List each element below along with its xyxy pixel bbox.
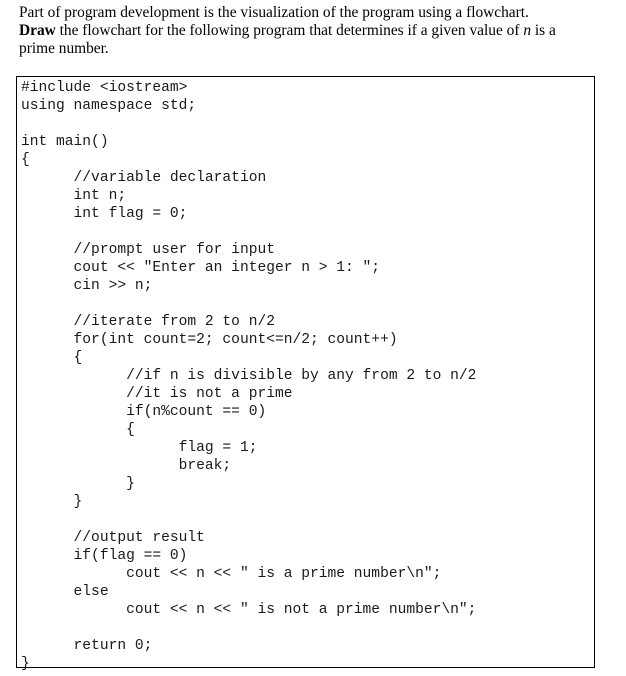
code-line: int main() bbox=[21, 134, 109, 150]
code-line bbox=[21, 223, 476, 241]
code-line bbox=[21, 115, 476, 133]
code-line: } bbox=[21, 656, 30, 672]
code-line: { bbox=[21, 350, 83, 366]
draw-keyword: Draw bbox=[19, 22, 56, 39]
code-line: cout << "Enter an integer n > 1: "; bbox=[21, 260, 381, 276]
question-prompt bbox=[19, 4, 609, 58]
code-line: } bbox=[21, 494, 83, 510]
code-line: using namespace std; bbox=[21, 98, 197, 114]
code-line: #include <iostream> bbox=[21, 80, 188, 96]
code-line: return 0; bbox=[21, 638, 153, 654]
code-line: break; bbox=[21, 458, 232, 474]
code-line: flag = 1; bbox=[21, 440, 258, 456]
code-line: //if n is divisible by any from 2 to n/2 bbox=[21, 368, 477, 384]
code-line: //prompt user for input bbox=[21, 242, 275, 258]
prompt-line-2 bbox=[19, 22, 609, 40]
code-line: else bbox=[21, 584, 109, 600]
code-line bbox=[21, 619, 476, 637]
code-line: { bbox=[21, 422, 135, 438]
code-line: cin >> n; bbox=[21, 278, 153, 294]
code-line: { bbox=[21, 152, 30, 168]
code-line: //output result bbox=[21, 530, 205, 546]
code-line bbox=[21, 295, 476, 313]
prompt-line-1: Part of program development is the visualization of the program using a flowchart. bbox=[19, 4, 529, 21]
prompt-line-2-text: the flowchart for the following program that determines if a given value of bbox=[55, 22, 524, 39]
variable-n: n bbox=[523, 22, 532, 39]
prompt-line-3: prime number. bbox=[19, 40, 109, 57]
code-line: int n; bbox=[21, 188, 127, 204]
code-line: cout << n << " is a prime number\n"; bbox=[21, 566, 442, 582]
prompt-line-2-tail: is a bbox=[531, 22, 556, 39]
code-line: int flag = 0; bbox=[21, 206, 188, 222]
code-line: //it is not a prime bbox=[21, 386, 293, 402]
code-line: //variable declaration bbox=[21, 170, 267, 186]
code-listing-box bbox=[16, 76, 595, 672]
code-line: } bbox=[21, 476, 135, 492]
code-line bbox=[21, 511, 476, 529]
code-line: cout << n << " is not a prime number\n"; bbox=[21, 602, 477, 618]
code-line: for(int count=2; count<=n/2; count++) bbox=[21, 332, 398, 348]
code-listing bbox=[21, 79, 476, 673]
code-line: //iterate from 2 to n/2 bbox=[21, 314, 275, 330]
code-line: if(n%count == 0) bbox=[21, 404, 267, 420]
code-line: if(flag == 0) bbox=[21, 548, 188, 564]
